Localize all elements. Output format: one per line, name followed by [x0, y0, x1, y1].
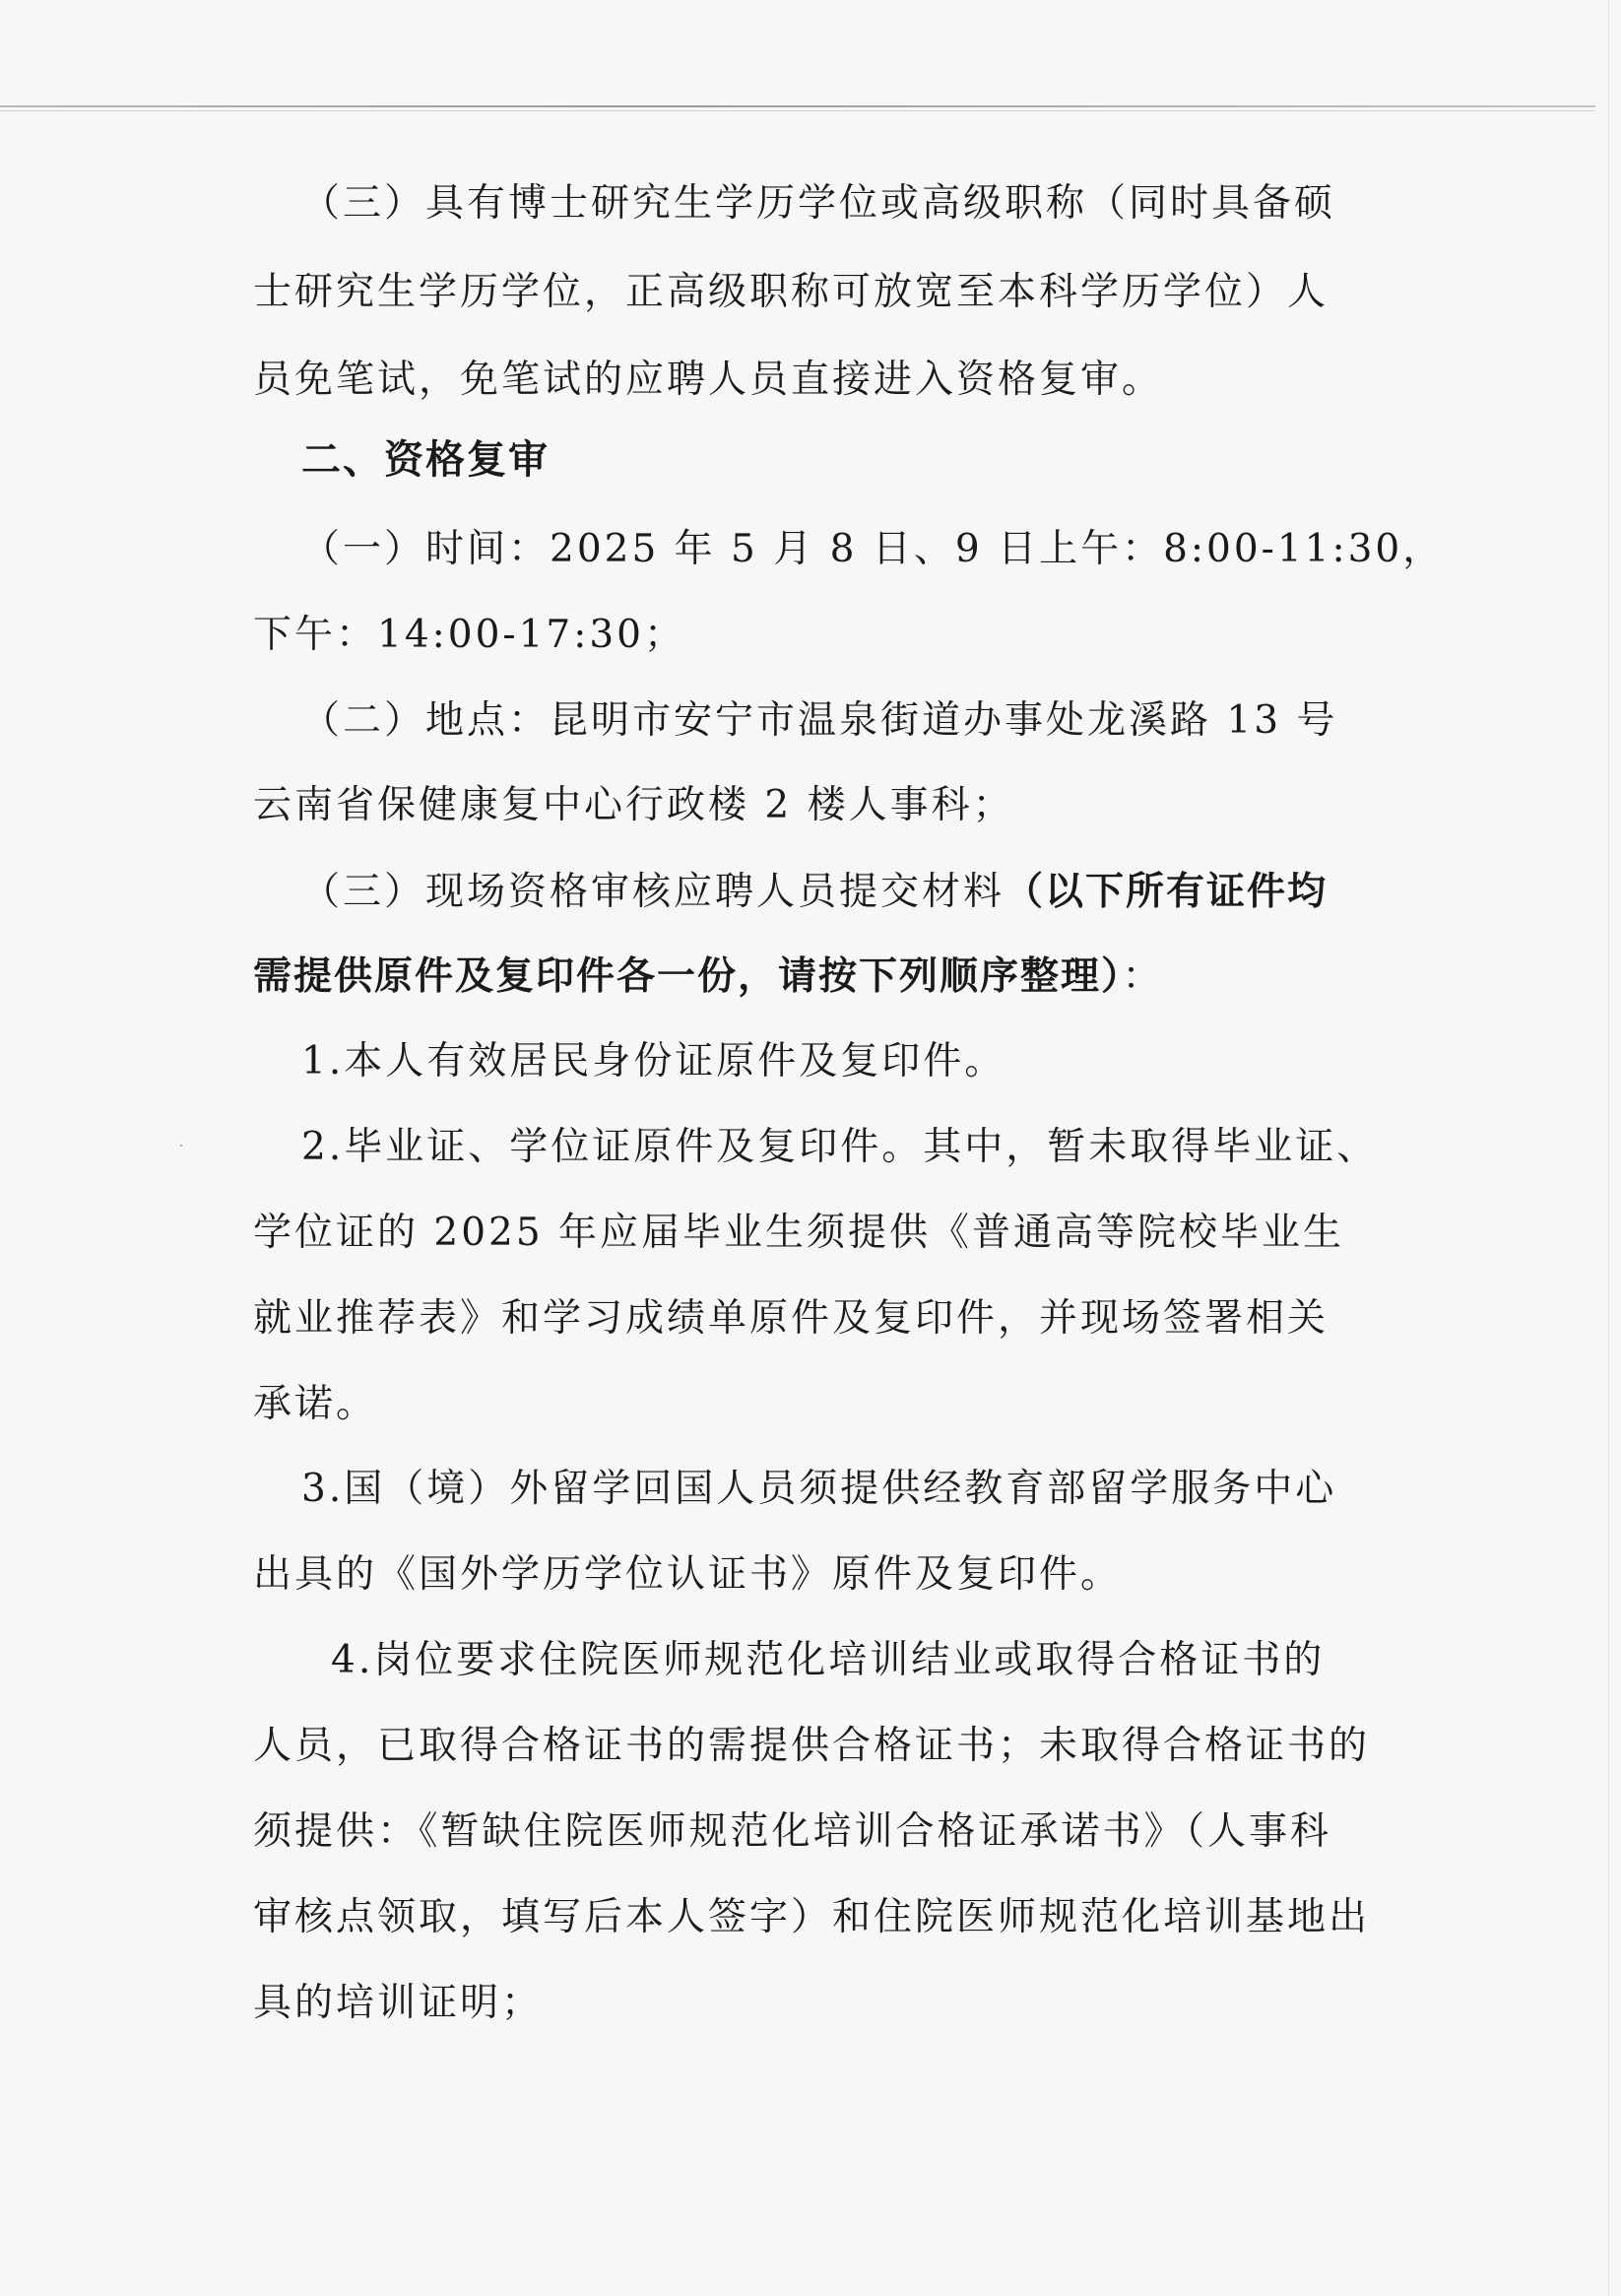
material-item-3-line2: 出具的《国外学历学位认证书》原件及复印件。: [253, 1552, 1123, 1597]
materials-line2: [253, 948, 1366, 1007]
item3-line1: （三）具有博士研究生学历学位或高级职称（同时具备硕: [301, 181, 1336, 226]
time-line1: （一）时间：2025 年 5 月 8 日、9 日上午：8:00-11:30，: [301, 527, 1445, 571]
materials-line2-end: ：: [1122, 954, 1164, 999]
material-item-4-line3: 须提供：《暂缺住院医师规范化培训合格证承诺书》（人事科: [253, 1809, 1332, 1854]
scan-speck: [180, 1145, 182, 1147]
place-line2: 云南省保健康复中心行政楼 2 楼人事科；: [253, 783, 1014, 827]
materials-line2-bold: 需提供原件及复印件各一份，请按下列顺序整理）: [253, 954, 1123, 999]
materials-line1: [301, 863, 1414, 922]
header-rule: [0, 105, 1595, 107]
section-heading: 二、资格复审: [301, 437, 550, 483]
material-item-1: 1.本人有效居民身份证原件及复印件。: [301, 1039, 1006, 1083]
place-line1: （二）地点：昆明市安宁市温泉街道办事处龙溪路 13 号: [301, 698, 1338, 743]
item3-line3: 员免笔试，免笔试的应聘人员直接进入资格复审。: [253, 358, 1164, 402]
material-item-2-line4: 承诺。: [253, 1382, 378, 1426]
material-item-4-line1: 4.岗位要求住院医师规范化培训结业或取得合格证书的: [331, 1638, 1326, 1682]
material-item-3-line1: 3.国（境）外留学回国人员须提供经教育部留学服务中心: [301, 1467, 1337, 1511]
materials-line1-bold: （以下所有证件均: [1005, 870, 1329, 914]
header-rule-thin: [0, 110, 1595, 111]
time-line2: 下午：14:00-17:30；: [253, 613, 685, 657]
item3-line2: 士研究生学历学位，正高级职称可放宽至本科学历学位）人: [253, 270, 1329, 314]
material-item-4-line5: 具的培训证明；: [253, 1981, 544, 2025]
material-item-2-line2: 学位证的 2025 年应届毕业生须提供《普通高等院校毕业生: [253, 1211, 1345, 1255]
material-item-4-line4: 审核点领取，填写后本人签字）和住院医师规范化培训基地出: [253, 1895, 1371, 1939]
materials-line1-normal: （三）现场资格审核应聘人员提交材料: [301, 870, 1005, 914]
material-item-2-line1: 2.毕业证、学位证原件及复印件。其中，暂未取得毕业证、: [301, 1125, 1379, 1169]
page-edge: [1608, 0, 1609, 2296]
material-item-2-line3: 就业推荐表》和学习成绩单原件及复印件，并现场签署相关: [253, 1296, 1329, 1341]
material-item-4-line2: 人员，已取得合格证书的需提供合格证书；未取得合格证书的: [253, 1724, 1371, 1768]
